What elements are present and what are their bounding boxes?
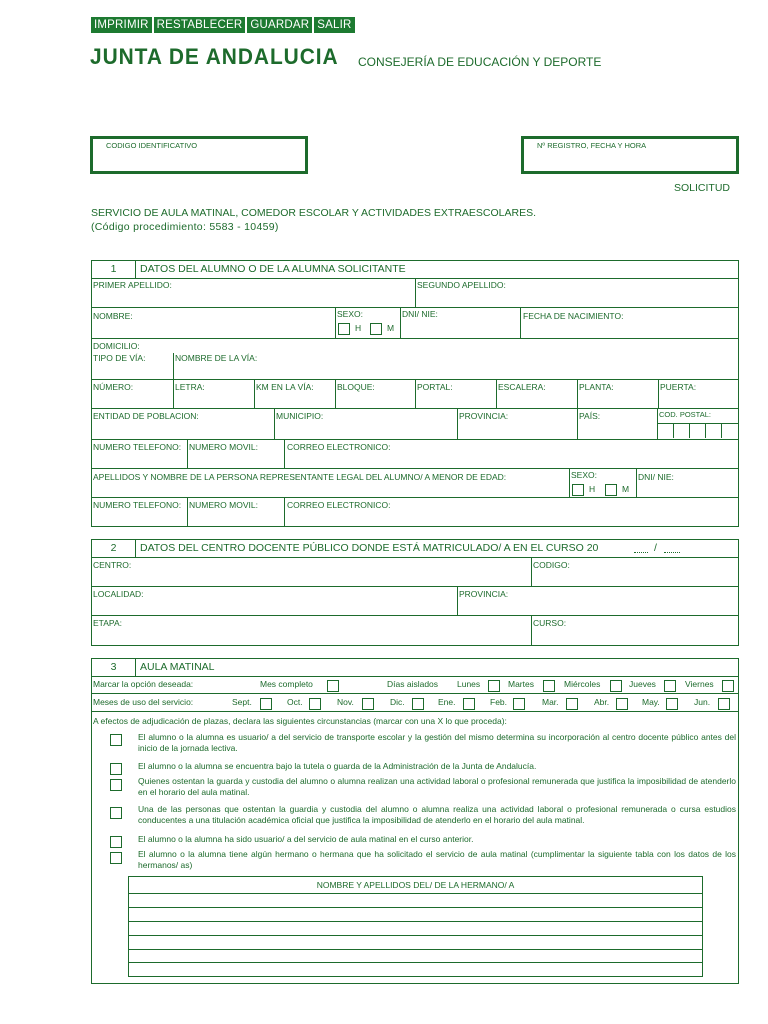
- day-jueves-label: Jueves: [629, 679, 656, 689]
- row-meses: [92, 693, 738, 712]
- day-lunes-checkbox[interactable]: [488, 680, 500, 692]
- day-martes-checkbox[interactable]: [543, 680, 555, 692]
- etapa-field[interactable]: ETAPA:: [93, 618, 122, 628]
- month-dic-label: Dic.: [390, 697, 405, 707]
- siblings-table: [128, 876, 703, 977]
- month-may-label: May.: [642, 697, 660, 707]
- row-opcion: [92, 676, 738, 694]
- sexo-label: SEXO:: [337, 309, 363, 319]
- circunstancia-5-text: El alumno o la alumna ha sido usuario/ a del servicio de aula matinal en el curso anterior.: [138, 834, 474, 844]
- month-mar-checkbox[interactable]: [566, 698, 578, 710]
- numero-field[interactable]: NÚMERO:: [93, 382, 134, 392]
- tipo-via-field[interactable]: TIPO DE VÍA:: [93, 353, 146, 363]
- circunstancia-2-text: El alumno o la alumna se encuentra bajo la tutela o guarda de la Administración de la Junta de Andalucía.: [138, 761, 537, 771]
- correo-field[interactable]: CORREO ELECTRONICO:: [287, 442, 391, 452]
- row-representante: [92, 468, 738, 498]
- dni2-field[interactable]: DNI/ NIE:: [638, 472, 674, 482]
- sexo-m-label: M: [387, 323, 395, 333]
- sexo-m-checkbox[interactable]: [370, 323, 382, 335]
- planta-field[interactable]: PLANTA:: [579, 382, 614, 392]
- circunstancia-4-checkbox[interactable]: [110, 807, 122, 819]
- nombre-via-field[interactable]: NOMBRE DE LA VÍA:: [175, 353, 258, 363]
- cod-postal-label: COD. POSTAL:: [659, 410, 711, 419]
- day-martes-label: Martes: [508, 679, 534, 689]
- municipio-field[interactable]: MUNICIPIO:: [276, 411, 324, 421]
- sexo2-m-checkbox[interactable]: [605, 484, 617, 496]
- nombre-field[interactable]: NOMBRE:: [93, 311, 133, 321]
- section-2-name: DATOS DEL CENTRO DOCENTE PÚBLICO DONDE ESTÁ MATRICULADO/ A EN EL CURSO 20: [140, 542, 599, 554]
- month-ene-checkbox[interactable]: [463, 698, 475, 710]
- row-domicilio: [92, 338, 738, 380]
- month-feb-checkbox[interactable]: [513, 698, 525, 710]
- section-1-name: DATOS DEL ALUMNO O DE LA ALUMNA SOLICITANTE: [140, 263, 406, 275]
- registro-label: Nº REGISTRO, FECHA Y HORA: [537, 141, 647, 150]
- procedure-code: (Código procedimiento: 5583 - 10459): [91, 221, 279, 233]
- puerta-field[interactable]: PUERTA:: [660, 382, 697, 392]
- month-nov-checkbox[interactable]: [362, 698, 374, 710]
- sexo2-m-label: M: [622, 484, 630, 494]
- cod-postal-boxes[interactable]: [657, 423, 738, 438]
- sibling-row-1[interactable]: [129, 893, 702, 908]
- sibling-row-3[interactable]: [129, 921, 702, 936]
- codigo-identificativo-box[interactable]: [90, 136, 308, 174]
- month-nov-label: Nov.: [337, 697, 354, 707]
- sexo-h-label: H: [355, 323, 362, 333]
- fecha-nacimiento-field[interactable]: FECHA DE NACIMIENTO:: [523, 311, 624, 321]
- provincia-centro-field[interactable]: PROVINCIA:: [459, 589, 509, 599]
- circunstancia-3-text: Quienes ostentan la guarda y custodia del alumno o alumna realizan una actividad laboral o profesional remunerada que justifica la imposibilidad de atenderlo en el horario del aula matinal.: [138, 776, 736, 797]
- row-apellidos: [92, 278, 738, 308]
- row-localidad: [92, 586, 738, 616]
- primer-apellido-field[interactable]: PRIMER APELLIDO:: [93, 280, 172, 290]
- representante-field[interactable]: APELLIDOS Y NOMBRE DE LA PERSONA REPRESENTANTE LEGAL DEL ALUMNO/ A MENOR DE EDAD:: [93, 472, 507, 482]
- service-title: SERVICIO DE AULA MATINAL, COMEDOR ESCOLAR Y ACTIVIDADES EXTRAESCOLARES.: [91, 207, 537, 219]
- section-3-number: 3: [92, 659, 136, 676]
- curso-field[interactable]: CURSO:: [533, 618, 567, 628]
- day-jueves-checkbox[interactable]: [664, 680, 676, 692]
- month-oct-label: Oct.: [287, 697, 303, 707]
- sibling-row-5[interactable]: [129, 949, 702, 963]
- section-2: [91, 539, 739, 646]
- month-sept-checkbox[interactable]: [260, 698, 272, 710]
- month-jun-checkbox[interactable]: [718, 698, 730, 710]
- day-lunes-label: Lunes: [457, 679, 481, 689]
- curso-year-2[interactable]: [664, 552, 680, 553]
- telefono2-field[interactable]: NUMERO TELEFONO:: [93, 500, 182, 510]
- sexo2-label: SEXO:: [571, 470, 597, 480]
- sexo-h-checkbox[interactable]: [338, 323, 350, 335]
- entidad-field[interactable]: ENTIDAD DE POBLACION:: [93, 411, 199, 421]
- section-2-number: 2: [92, 540, 136, 557]
- section-3-title: [92, 659, 738, 676]
- km-field[interactable]: KM EN LA VÍA:: [256, 382, 314, 392]
- month-dic-checkbox[interactable]: [412, 698, 424, 710]
- month-feb-label: Feb.: [490, 697, 508, 707]
- dias-aislados-label: Días aislados: [387, 679, 439, 689]
- solicitud-label: SOLICITUD: [674, 182, 731, 194]
- circunstancias-intro: A efectos de adjudicación de plazas, declara las siguientes circunstancias (marcar con una X lo que proceda):: [93, 716, 507, 726]
- day-viernes-label: Viernes: [685, 679, 714, 689]
- circunstancia-1-text: El alumno o la alumna es usuario/ a del servicio de transporte escolar y la gestión del mismo determina su incorporación al centro docente público antes del inicio de la jornada lectiva.: [138, 732, 736, 753]
- circunstancia-3-checkbox[interactable]: [110, 779, 122, 791]
- row-entidad: [92, 408, 738, 440]
- section-2-title: [92, 540, 738, 557]
- row-nombre: [92, 307, 738, 339]
- toolbar: [91, 17, 355, 33]
- day-miercoles-checkbox[interactable]: [610, 680, 622, 692]
- section-1: [91, 260, 739, 527]
- mes-completo-checkbox[interactable]: [327, 680, 339, 692]
- month-sept-label: Sept.: [232, 697, 252, 707]
- month-oct-checkbox[interactable]: [309, 698, 321, 710]
- circunstancia-5-checkbox[interactable]: [110, 836, 122, 848]
- movil-field[interactable]: NUMERO MOVIL:: [189, 442, 258, 452]
- sexo2-h-label: H: [589, 484, 596, 494]
- day-miercoles-label: Miércoles: [564, 679, 601, 689]
- mes-completo-label: Mes completo: [260, 679, 313, 689]
- row-numero: [92, 379, 738, 409]
- meses-label: Meses de uso del servicio:: [93, 697, 194, 707]
- registro-box[interactable]: [521, 136, 739, 174]
- reset-button[interactable]: RESTABLECER: [154, 17, 246, 33]
- month-abr-checkbox[interactable]: [616, 698, 628, 710]
- localidad-field[interactable]: LOCALIDAD:: [93, 589, 144, 599]
- sexo2-h-checkbox[interactable]: [572, 484, 584, 496]
- correo2-field[interactable]: CORREO ELECTRONICO:: [287, 500, 391, 510]
- row-centro: [92, 557, 738, 587]
- domicilio-label: DOMICILIO:: [93, 341, 140, 351]
- month-ene-label: Ene.: [438, 697, 456, 707]
- bloque-field[interactable]: BLOQUE:: [337, 382, 375, 392]
- dni-field[interactable]: DNI/ NIE:: [402, 309, 438, 319]
- circunstancia-4-text: Una de las personas que ostentan la guardia y custodia del alumno o alumna realiza una actividad laboral o profesional remunerada o cursa estudios conducentes a una titulación académica oficial que justifica la imposibilidad de atenderlo en el horario del aula matinal.: [138, 804, 736, 825]
- consejeria-title: CONSEJERÍA DE EDUCACIÓN Y DEPORTE: [358, 55, 602, 69]
- segundo-apellido-field[interactable]: SEGUNDO APELLIDO:: [417, 280, 506, 290]
- provincia-field[interactable]: PROVINCIA:: [459, 411, 509, 421]
- telefono-field[interactable]: NUMERO TELEFONO:: [93, 442, 182, 452]
- row-telefono: [92, 439, 738, 469]
- month-may-checkbox[interactable]: [666, 698, 678, 710]
- centro-field[interactable]: CENTRO:: [93, 560, 132, 570]
- curso-year-1[interactable]: [634, 552, 648, 553]
- section-1-number: 1: [92, 261, 136, 278]
- circunstancia-6-checkbox[interactable]: [110, 852, 122, 864]
- codigo-centro-field[interactable]: CODIGO:: [533, 560, 570, 570]
- day-viernes-checkbox[interactable]: [722, 680, 734, 692]
- marcar-label: Marcar la opción deseada:: [93, 679, 194, 689]
- exit-button[interactable]: SALIR: [314, 17, 354, 33]
- logo: JUNTA DE ANDALUCIA: [90, 44, 339, 69]
- circunstancia-6-text: El alumno o la alumna tiene algún hermano o hermana que ha solicitado el servicio de aula matinal (cumplimentar la siguiente tabla con los datos de los hermanos/ as): [138, 849, 736, 870]
- letra-field[interactable]: LETRA:: [175, 382, 205, 392]
- row-etapa: [92, 615, 738, 646]
- escalera-field[interactable]: ESCALERA:: [498, 382, 546, 392]
- circunstancia-2-checkbox[interactable]: [110, 763, 122, 775]
- save-button[interactable]: GUARDAR: [247, 17, 312, 33]
- circunstancia-1-checkbox[interactable]: [110, 734, 122, 746]
- month-jun-label: Jun.: [694, 697, 711, 707]
- month-abr-label: Abr.: [594, 697, 610, 707]
- sibling-row-4[interactable]: [129, 935, 702, 950]
- print-button[interactable]: IMPRIMIR: [91, 17, 152, 33]
- month-mar-label: Mar.: [542, 697, 559, 707]
- pais-field[interactable]: PAÍS:: [579, 411, 601, 421]
- portal-field[interactable]: PORTAL:: [417, 382, 453, 392]
- section-1-title: [92, 261, 738, 278]
- curso-slash: /: [654, 542, 657, 554]
- movil2-field[interactable]: NUMERO MOVIL:: [189, 500, 258, 510]
- codigo-label: CODIGO IDENTIFICATIVO: [106, 141, 198, 150]
- sibling-row-2[interactable]: [129, 907, 702, 922]
- row-telefono-2: [92, 497, 738, 527]
- sibling-row-6[interactable]: [129, 962, 702, 977]
- section-3-name: AULA MATINAL: [140, 661, 215, 673]
- siblings-header: NOMBRE Y APELLIDOS DEL/ DE LA HERMANO/ A: [316, 880, 515, 890]
